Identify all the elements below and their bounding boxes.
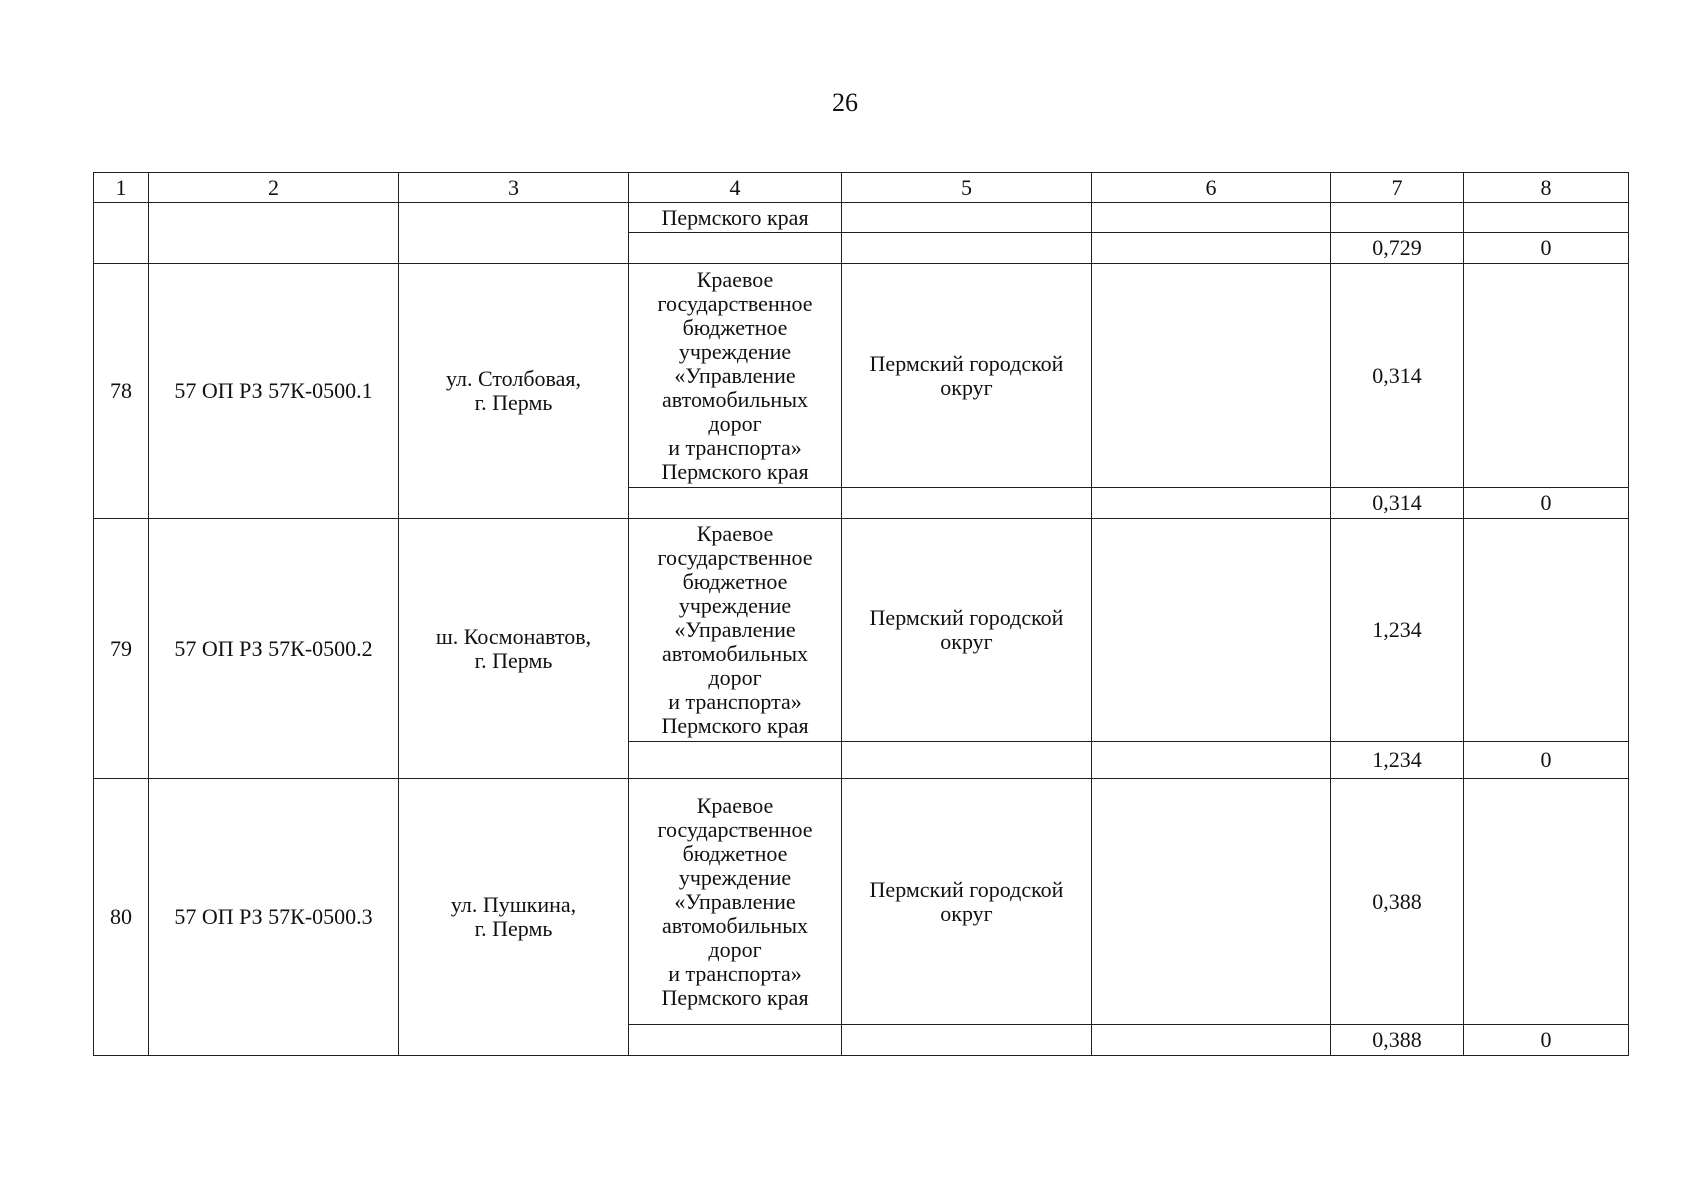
- owner-line: и транспорта»: [668, 434, 802, 460]
- owner-line: государственное: [657, 290, 813, 316]
- address-cell: [399, 779, 629, 1056]
- municipality-line: округ: [940, 629, 993, 654]
- owner-line: государственное: [657, 816, 813, 842]
- header-cell: 2: [149, 173, 399, 203]
- owner-line: «Управление: [674, 362, 796, 388]
- total-col8-cell: 0: [1464, 742, 1629, 779]
- municipality-cell: [842, 1025, 1092, 1056]
- header-cell: 5: [842, 173, 1092, 203]
- owner-line: Краевое: [696, 266, 774, 292]
- municipality-cell: [842, 233, 1092, 264]
- num-cell: [94, 203, 149, 264]
- municipality-cell: [842, 742, 1092, 779]
- table-row: [94, 779, 1629, 1025]
- owner-line: учреждение: [678, 864, 792, 890]
- code-cell: 57 ОП РЗ 57К-0500.3: [149, 779, 399, 1056]
- page-number: 26: [832, 88, 858, 117]
- address-line: г. Пермь: [474, 916, 553, 941]
- header-cell: 3: [399, 173, 629, 203]
- owner-cell: [629, 779, 842, 1025]
- municipality-cell: [842, 779, 1092, 1025]
- col6-cell: [1092, 1025, 1331, 1056]
- address-line: ул. Столбовая,: [445, 366, 582, 391]
- owner-line: «Управление: [674, 888, 796, 914]
- col6-cell: [1092, 742, 1331, 779]
- total-col8-cell: 0: [1464, 1025, 1629, 1056]
- address-line: г. Пермь: [474, 647, 553, 673]
- address-cell: [399, 264, 629, 519]
- col8-cell: [1464, 264, 1629, 488]
- municipality-cell: [842, 264, 1092, 488]
- owner-line: государственное: [657, 545, 813, 570]
- col8-cell: [1464, 519, 1629, 742]
- owner-line: учреждение: [678, 338, 792, 364]
- length-cell: 0,314: [1331, 264, 1464, 488]
- owner-cell: [629, 488, 842, 519]
- owner-line: Пермского края: [661, 984, 809, 1010]
- owner-line: автомобильных: [662, 912, 808, 938]
- address-cell: [399, 519, 629, 779]
- col6-cell: [1092, 203, 1331, 233]
- owner-line: дорог: [708, 936, 762, 962]
- municipality-line: округ: [940, 900, 993, 926]
- owner-line: Пермского края: [661, 458, 809, 484]
- header-cell: 1: [94, 173, 149, 203]
- owner-line: «Управление: [674, 617, 796, 642]
- address-cell: [399, 203, 629, 264]
- length-cell: [1331, 203, 1464, 233]
- municipality-line: Пермский городской: [869, 350, 1064, 376]
- owner-cell: [629, 264, 842, 488]
- total-length-cell: 0,729: [1331, 233, 1464, 264]
- owner-line: автомобильных: [662, 386, 808, 412]
- col6-cell: [1092, 264, 1331, 488]
- municipality-cell: [842, 203, 1092, 233]
- municipality-cell: [842, 519, 1092, 742]
- owner-cell: [629, 233, 842, 264]
- header-cell: 7: [1331, 173, 1464, 203]
- owner-line: Пермского края: [661, 713, 809, 738]
- col6-cell: [1092, 779, 1331, 1025]
- table-row: [94, 203, 1629, 233]
- owner-line: дорог: [708, 410, 762, 436]
- length-cell: 1,234: [1331, 519, 1464, 742]
- num-cell: 80: [94, 779, 149, 1056]
- owner-line: учреждение: [678, 593, 792, 618]
- owner-line: Краевое: [696, 792, 774, 818]
- address-line: ул. Пушкина,: [450, 892, 577, 917]
- total-length-cell: 0,388: [1331, 1025, 1464, 1056]
- table-row: [94, 264, 1629, 488]
- code-cell: [149, 203, 399, 264]
- roads-table: [93, 172, 1629, 1056]
- owner-cell: [629, 742, 842, 779]
- owner-line: Краевое: [696, 521, 774, 546]
- municipality-line: Пермский городской: [869, 605, 1064, 630]
- code-cell: 57 ОП РЗ 57К-0500.2: [149, 519, 399, 779]
- owner-line: бюджетное: [682, 314, 788, 340]
- municipality-line: Пермский городской: [869, 876, 1064, 902]
- owner-line: дорог: [708, 665, 762, 690]
- owner-line: бюджетное: [682, 569, 788, 594]
- total-length-cell: 0,314: [1331, 488, 1464, 519]
- municipality-cell: [842, 488, 1092, 519]
- owner-line: и транспорта»: [668, 960, 802, 986]
- owner-cell: [629, 1025, 842, 1056]
- owner-line: и транспорта»: [668, 689, 802, 714]
- length-cell: 0,388: [1331, 779, 1464, 1025]
- header-cell: 4: [629, 173, 842, 203]
- col8-cell: [1464, 203, 1629, 233]
- address-line: ш. Космонавтов,: [435, 623, 592, 649]
- municipality-line: округ: [940, 374, 993, 400]
- col8-cell: [1464, 779, 1629, 1025]
- owner-line: бюджетное: [682, 840, 788, 866]
- owner-cell: [629, 519, 842, 742]
- header-cell: 6: [1092, 173, 1331, 203]
- header-cell: 8: [1464, 173, 1629, 203]
- code-cell: 57 ОП РЗ 57К-0500.1: [149, 264, 399, 519]
- table-row: [94, 519, 1629, 742]
- owner-line: автомобильных: [662, 641, 808, 666]
- col6-cell: [1092, 488, 1331, 519]
- col6-cell: [1092, 519, 1331, 742]
- col6-cell: [1092, 233, 1331, 264]
- total-col8-cell: 0: [1464, 233, 1629, 264]
- total-length-cell: 1,234: [1331, 742, 1464, 779]
- num-cell: 78: [94, 264, 149, 519]
- owner-cell: Пермского края: [629, 203, 842, 233]
- num-cell: 79: [94, 519, 149, 779]
- total-col8-cell: 0: [1464, 488, 1629, 519]
- header-row: [94, 173, 1629, 203]
- address-line: г. Пермь: [474, 390, 553, 415]
